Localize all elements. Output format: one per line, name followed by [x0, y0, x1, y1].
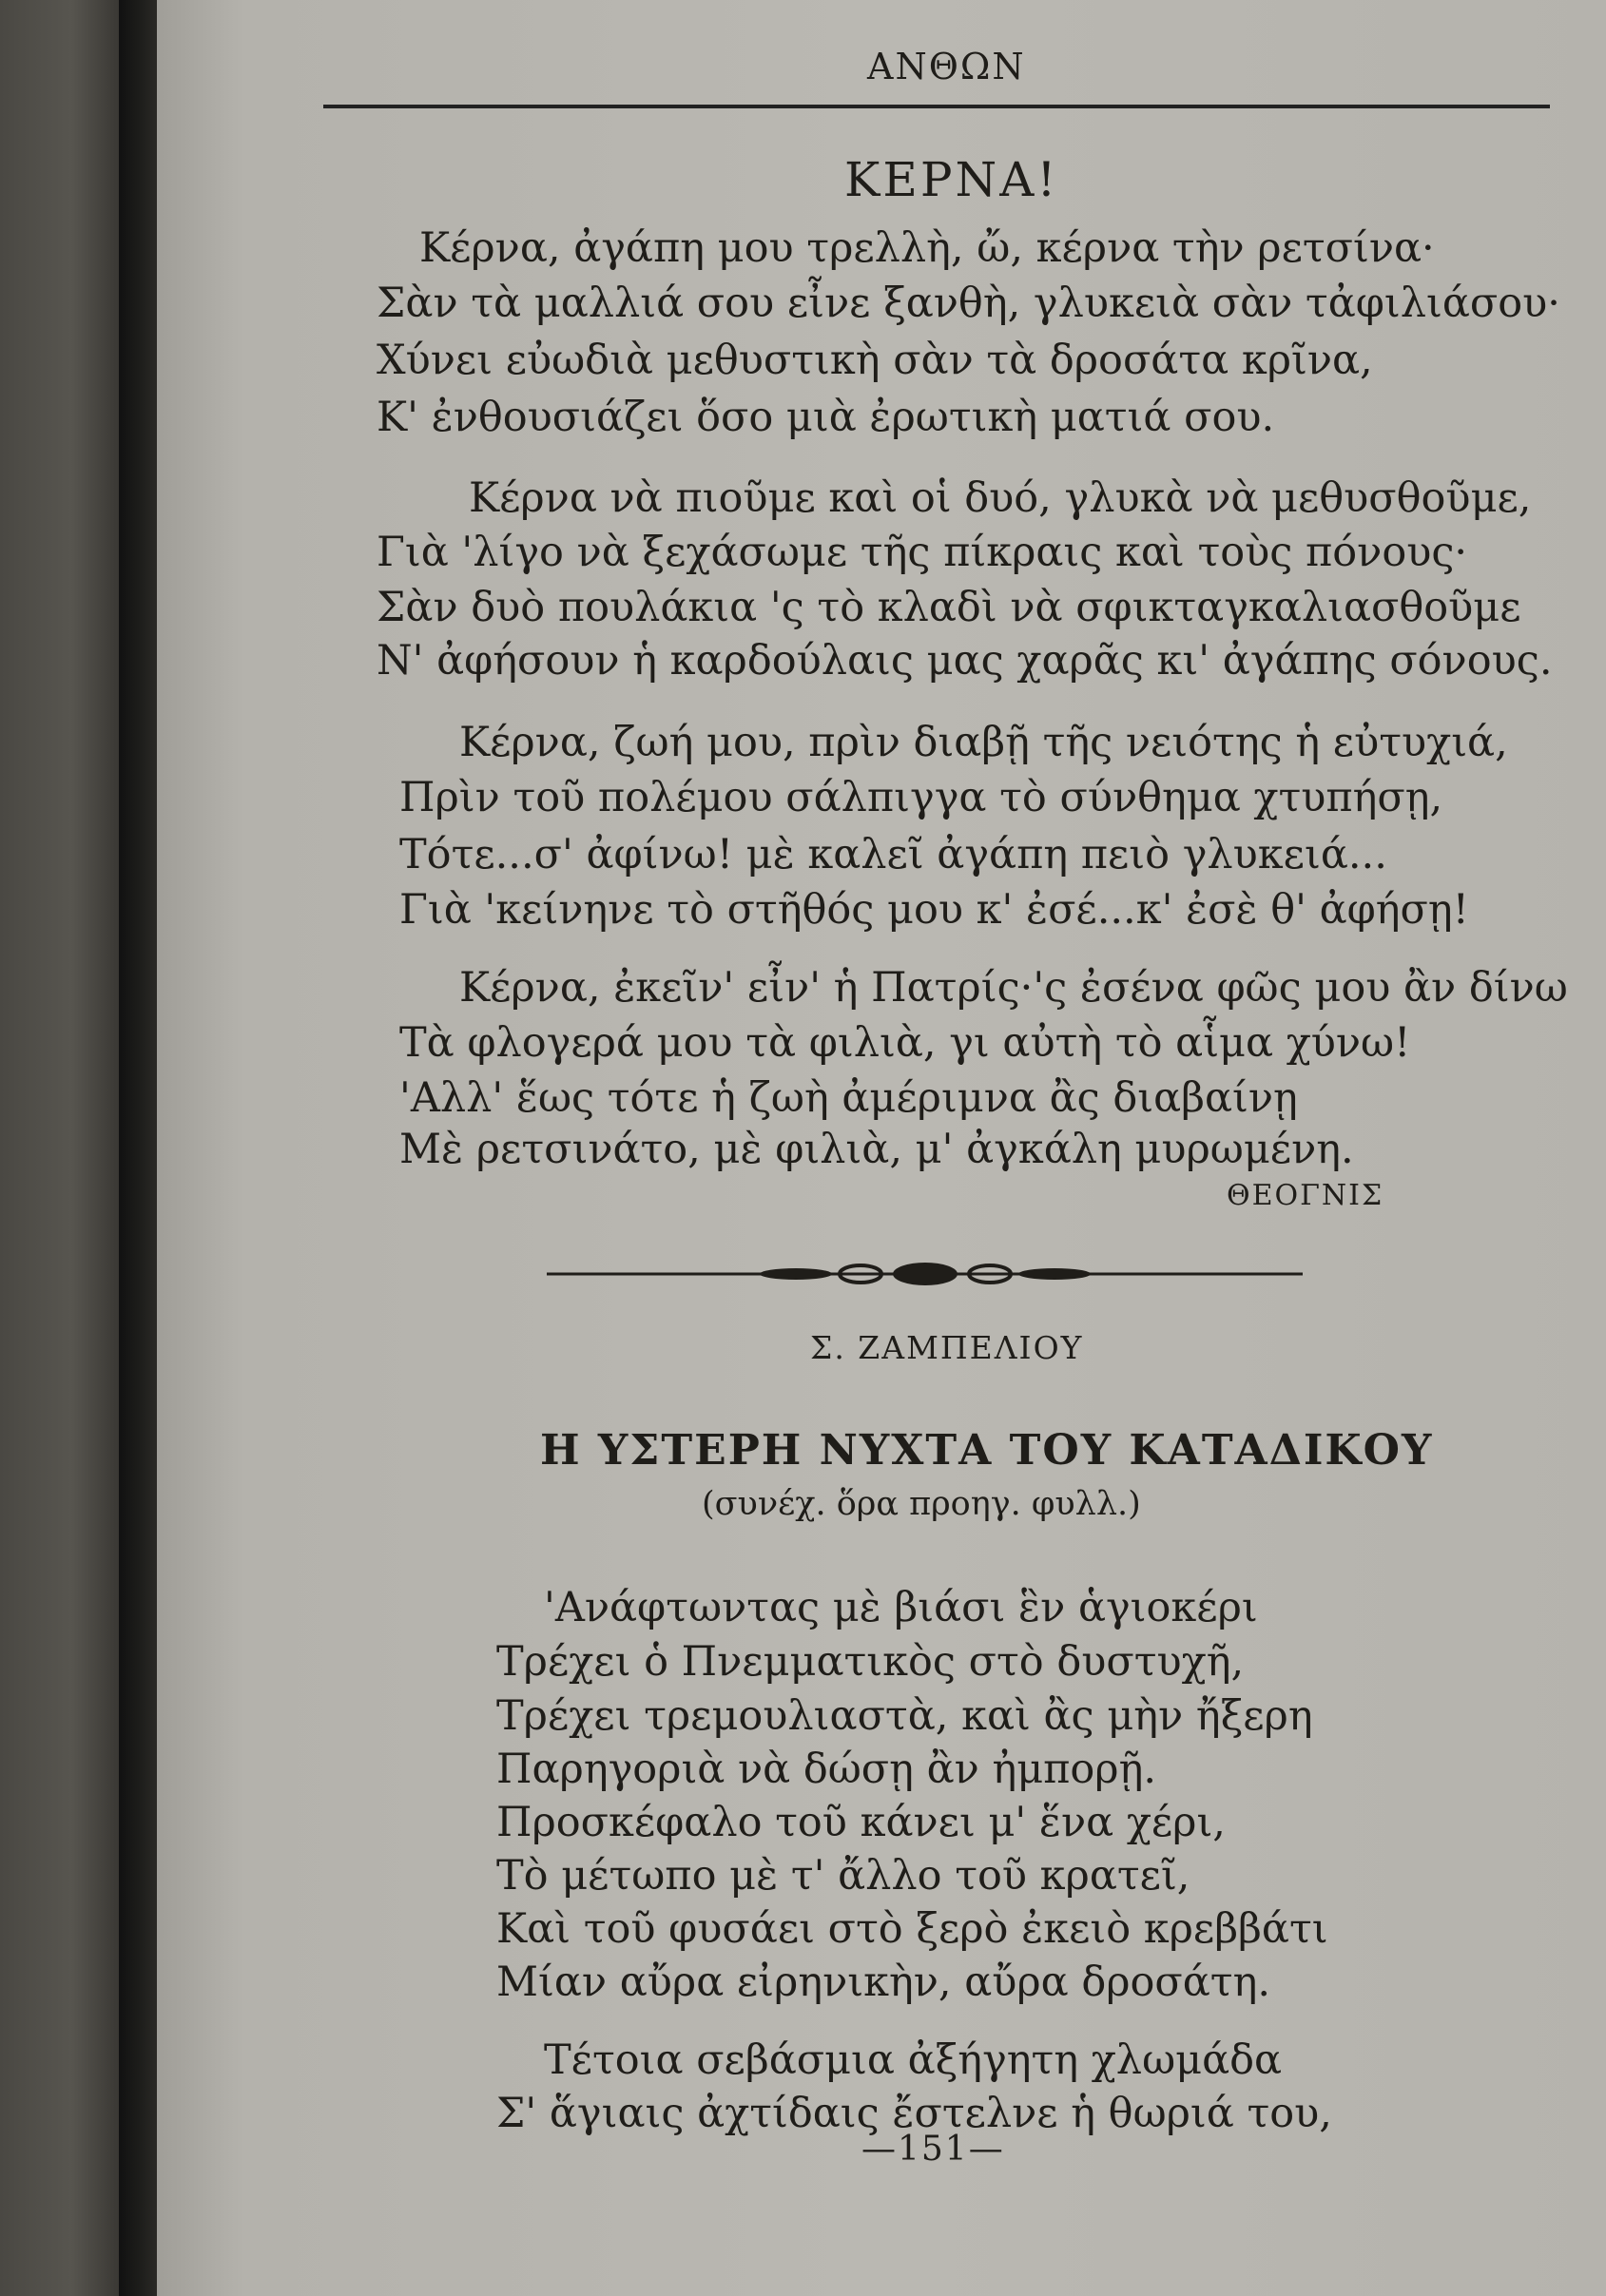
poem1-line: Κ' ἐνθουσιάζει ὅσο μιὰ ἐρωτικὴ ματιά σου.	[377, 394, 1275, 441]
gutter-shadow	[0, 0, 119, 2296]
poem1-line: Σὰν τὰ μαλλιά σου εἶνε ξανθὴ, γλυκειὰ σὰν τἀφιλιάσου·	[377, 280, 1560, 327]
poem1-line: Κέρνα, ζωή μου, πρὶν διαβῇ τῆς νειότης ἡ εὐτυχιά,	[459, 719, 1508, 766]
poem2-line: Καὶ τοῦ φυσάει στὸ ξερὸ ἐκειὸ κρεββάτι	[496, 1905, 1328, 1953]
poem2-title: Η ΥΣΤΕΡΗ ΝΥΧΤΑ ΤΟΥ ΚΑΤΑΔΙΚΟΥ	[540, 1426, 1434, 1475]
poem1-line: Μὲ ρετσινάτο, μὲ φιλιὰ, μ' ἀγκάλη μυρωμένη.	[399, 1126, 1354, 1173]
poem2-line: Τὸ μέτωπο μὲ τ' ἄλλο τοῦ κρατεῖ,	[496, 1852, 1190, 1900]
poem1-line: Σὰν δυὸ πουλάκια 'ς τὸ κλαδὶ νὰ σφικταγκαλιασθοῦμε	[377, 584, 1521, 631]
poem1-line: Τὰ φλογερά μου τὰ φιλιὰ, γι αὐτὴ τὸ αἷμα χύνω!	[399, 1019, 1411, 1067]
poem1-author: ΘΕΟΓΝΙΣ	[1227, 1179, 1384, 1212]
poem2-line: 'Ανάφτωντας μὲ βιάσι ἓν ἁγιοκέρι	[544, 1584, 1258, 1631]
poem2-line: Παρηγοριὰ νὰ δώσῃ ἂν ἠμπορῇ.	[496, 1746, 1157, 1793]
ornamental-divider	[547, 1255, 1303, 1293]
poem2-line: Τρέχει ὁ Πνεμματικὸς στὸ δυστυχῆ,	[496, 1638, 1245, 1686]
poem1-title: ΚΕΡΝΑ!	[844, 152, 1059, 207]
poem2-line: Τρέχει τρεμουλιαστὰ, καὶ ἂς μὴν ἤξερη	[496, 1692, 1313, 1740]
poem1-line: Τότε...σ' ἀφίνω! μὲ καλεῖ ἀγάπη πειὸ γλυκειά...	[399, 831, 1387, 878]
poem2-line: Προσκέφαλο τοῦ κάνει μ' ἕνα χέρι,	[496, 1799, 1226, 1846]
running-head: ΑΝΘΩΝ	[867, 46, 1026, 87]
poem1-line: 'Αλλ' ἕως τότε ἡ ζωὴ ἀμέριμνα ἂς διαβαίνῃ	[399, 1074, 1298, 1122]
header-rule	[323, 105, 1550, 108]
poem1-line: Ν' ἀφήσουν ἡ καρδούλαις μας χαρᾶς κι' ἀγάπης σόνους.	[377, 637, 1553, 685]
poem1-line: Πρὶν τοῦ πολέμου σάλπιγγα τὸ σύνθημα χτυπήσῃ,	[399, 774, 1443, 821]
poem2-line: Τέτοια σεβάσμια ἀξήγητη χλωμάδα	[544, 2036, 1283, 2084]
poem1-line: Κέρνα νὰ πιοῦμε καὶ οἱ δυό, γλυκὰ νὰ μεθυσθοῦμε,	[469, 474, 1532, 522]
poem1-line: Γιὰ 'λίγο νὰ ξεχάσωμε τῆς πίκραις καὶ τοὺς πόνους·	[377, 529, 1468, 576]
poem1-line: Κέρνα, ἐκεῖν' εἶν' ἡ Πατρίς·'ς ἐσένα φῶς μου ἂν δίνω	[459, 964, 1568, 1012]
poem1-line: Χύνει εὐωδιὰ μεθυστικὴ σὰν τὰ δροσάτα κρῖνα,	[377, 337, 1373, 384]
poem2-line: Μίαν αὔρα εἰρηνικὴν, αὔρα δροσάτη.	[496, 1958, 1271, 2006]
page-number: —151—	[861, 2130, 1005, 2169]
poem2-line: Σ' ἅγιαις ἀχτίδαις ἔστελνε ἡ θωριά του,	[496, 2090, 1332, 2137]
poem1-line: Γιὰ 'κείνηνε τὸ στῆθός μου κ' ἐσέ...κ' ἐσὲ θ' ἀφήσῃ!	[399, 886, 1469, 934]
poem1-line: Κέρνα, ἀγάπη μου τρελλὴ, ὤ, κέρνα τὴν ρετσίνα·	[419, 224, 1435, 272]
poem2-author: Σ. ΖΑΜΠΕΛΙΟΥ	[810, 1329, 1084, 1366]
book-spine	[119, 0, 157, 2296]
continuation-note: (συνέχ. ὅρα προηγ. φυλλ.)	[702, 1485, 1141, 1523]
